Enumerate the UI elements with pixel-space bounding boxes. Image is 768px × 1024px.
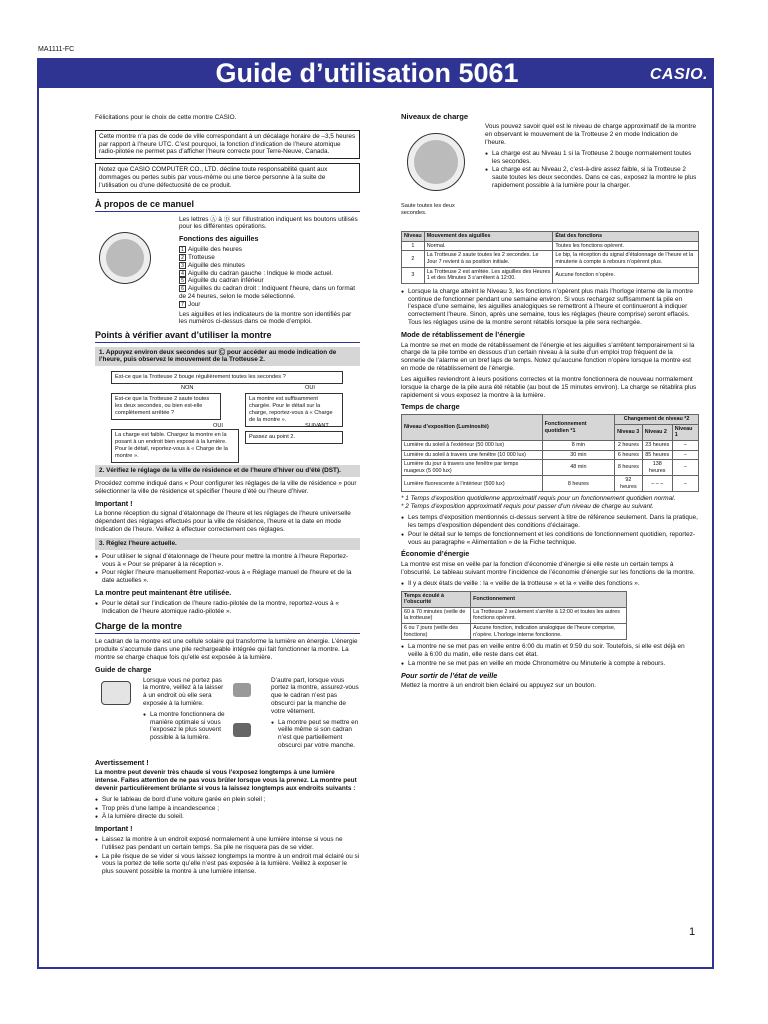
sun-icon <box>101 681 131 705</box>
flowchart <box>95 369 360 461</box>
table-header-cell: Mouvement des aiguilles <box>424 232 553 242</box>
levels-title: Niveaux de charge <box>401 112 469 121</box>
hands-title: Fonctions des aiguilles <box>179 234 259 244</box>
table-row <box>402 440 699 450</box>
right-column <box>401 92 699 693</box>
table-cell: Lumière du soleil à travers une fenêtre (10 000 lux) <box>402 450 543 460</box>
eco-title: Économie d’énergie <box>401 549 470 559</box>
page-title: Guide d’utilisation 5061 <box>215 58 519 88</box>
table-header-cell: Niveau 3 <box>615 424 643 440</box>
guide-b-note: ● La montre peut se mettre en veille même si son cadran n’est que partiellement obscurci par votre manche. <box>271 719 361 750</box>
hands-list: 1 Aiguille des heures 2 Trotteuse 3 Aiguille des minutes 4 Aiguille du cadran gauche : Indique le mode actuel. 5 Aiguille du cadran inférieur 6 Aiguilles du cadran droit : Indiquent l’heure, dans un format de 24 heures, selon le mode sélectionné. 7 Jour <box>179 246 355 308</box>
left-column <box>95 92 360 877</box>
flow-q3: La montre est suffisamment chargée. Pour le détail sur la charge, reportez-vous à « Charge de la montre ». <box>245 393 343 426</box>
disclaimer-box: Notez que CASIO COMPUTER CO., LTD. décline toute responsabilité quant aux dommages ou pertes subis par vous-même ou une tierce personne à la suite de l’utilisation ou d’une défectuosité de ce produit. <box>95 163 360 192</box>
table-row <box>402 623 627 639</box>
charge-text: Le cadran de la montre est une cellule solaire qui transforme la lumière en énergie. L’énergie produite s’accumule dans une pile rechargeable intégrée qui fait fonctionner la montre. La montre se charge chaque fois qu’elle est exposée à la lumière. <box>95 638 358 661</box>
recovery-text: La montre se met en mode de rétablissement de l’énergie et les aiguilles s’arrêtent temporairement si la charge de la pile tombe en dessous d’un certain niveau à la suite d’un emploi trop fréquent de la sonnerie de l’alarme en un bref laps de temps. Notez qu’aucune fonction n’opère lorsque la montre est en mode de rétablissement de l’énergie. <box>401 341 695 373</box>
time-notes: ● Les temps d’exposition mentionnés ci-dessus servent à titre de référence seulement. Dans la pratique, les temps d’exposition dépendent des conditions d’éclairage. ● Pour le détail sur le temps de fonctionnement et les conditions de fonctionnement quotidien, reportez-vous au paragraphe « Alimentation » de la Fiche technique. <box>401 514 699 546</box>
levels-watch-illustration <box>407 133 465 191</box>
table-cell: 1 <box>402 241 425 251</box>
table-header-cell: Niveau d’exposition (Luminosité) <box>402 415 543 441</box>
flow-q1: Est-ce que la Trotteuse 2 bouge régulièrement toutes les secondes ? <box>111 371 343 384</box>
table-cell: – <box>672 460 698 476</box>
eco-notes: ● La montre ne se met pas en veille entre 6:00 du matin et 9:59 du soir. Toutefois, si elle est déjà en veille à 6:00 du matin, elle reste dans cet état. ● La montre ne se met pas en veille en mode Chronomètre ou Minuterie à compte à rebours. <box>401 643 699 667</box>
important2-list: ● Laissez la montre à un endroit exposé normalement à une lumière intense si vous ne l’utilisez pas pendant un certain temps. Sa pile ne risquera pas de se vider. ● La pile risque de se vider si vous laissez longtemps la montre à un endroit mal éclairé ou si vous la portez de telle sorte qu’elle n’est pas exposée à la lumière. Veillez à exposer le plus souvent possible la montre à une lumière intense. <box>95 836 360 876</box>
recovery-title: Mode de rétablissement de l’énergie <box>401 329 525 339</box>
table-row <box>402 460 699 476</box>
table-cell: 85 heures <box>642 450 672 460</box>
flow-yes2: OUI <box>213 423 223 430</box>
table-header-cell: Fonctionnement quotidien *1 <box>542 415 614 441</box>
table-row <box>402 450 699 460</box>
table-cell: Lumière fluorescente à l’intérieur (500 lux) <box>402 476 543 492</box>
guide-b-text: D’autre part, lorsque vous portez la montre, assurez-vous que le cadran n’est pas obscurci par la manche de votre vêtement. <box>271 676 359 715</box>
brand-logo: CASIO. <box>649 66 708 83</box>
eco-list: ● Il y a deux états de veille : la « veille de la trotteuse » et la « veille des fonctions ». <box>401 580 699 588</box>
table-cell: Toutes les fonctions opèrent. <box>553 241 699 251</box>
about-text: Les lettres Ⓐ à Ⓓ sur l’illustration indiquent les boutons utilisés pour les différentes opérations. <box>179 215 358 231</box>
table-header-cell: Niveau 2 <box>642 424 672 440</box>
table-header-cell: Fonctionnement <box>471 591 627 607</box>
about-block <box>95 216 360 324</box>
table-cell: – – – <box>642 476 672 492</box>
table-row <box>402 607 627 623</box>
table-header-cell: Changement de niveau *2 <box>615 415 699 425</box>
important2-title: Important ! <box>95 824 133 834</box>
table-cell: La Trotteuse 2 seulement s’arrête à 12:00 et toutes les autres fonctions opèrent. <box>471 607 627 623</box>
levels-table <box>401 231 699 284</box>
table-cell: Lumière du soleil à l’extérieur (50 000 lux) <box>402 440 543 450</box>
eco-text: La montre est mise en veille par la fonction d’économie d’énergie si elle reste un certain temps à l’obscurité. Le tableau suivant montre l’incidence de l’économie d’énergie sur les fonctions de la montre. <box>401 561 695 576</box>
exit-title: Pour sortir de l’état de veille <box>401 670 498 680</box>
page-number: 1 <box>689 926 696 938</box>
guide-a-note: ● La montre fonctionnera de manière optimale si vous l’exposez le plus souvent possible à la lumière. <box>143 711 225 742</box>
flow-yes: OUI <box>305 385 315 392</box>
flow-q5: Passez au point 2. <box>245 431 343 444</box>
table-cell: 48 min <box>542 460 614 476</box>
flow-no: NON <box>181 385 194 392</box>
flow-q2: Est-ce que la Trotteuse 2 saute toutes les deux secondes, ou bien est-elle complètement arrêtée ? <box>111 393 221 419</box>
title-banner <box>37 58 714 88</box>
levels-note: ● Lorsque la charge atteint le Niveau 3, les fonctions n’opèrent plus mais l’horloge interne de la montre continue de fonctionner pendant une semaine environ. Si vous rechargez suffisamment la pile en l’espace d’une semaine, les aiguilles analogiques se remettront à l’heure et continueront à indiquer correctement l’heure. Sinon, après une semaine, tous les réglages (heure comprise) seront effacés. Tous les réglages usine de la montre seront rétablis lorsque la pile sera rechargée. <box>401 288 699 327</box>
step-3: 3. Réglez l’heure actuelle. <box>95 538 360 550</box>
hands-note: Les aiguilles et les indicateurs de la montre son identifiés par les numéros ci-dessus dans ce mode d’emploi. <box>179 310 352 326</box>
warning-text: La montre peut devenir très chaude si vous l’exposez longtemps à une lumière intense. Faites attention de ne pas vous brûler lorsque vous la prenez. La montre peut devenir particulièrement brûlante si vous la laissez longtemps aux endroits suivants : <box>95 769 357 792</box>
table-row <box>402 415 699 425</box>
table-cell: 2 heures <box>615 440 643 450</box>
exit-text: Mettez la montre à un endroit bien éclairé ou appuyez sur un bouton. <box>401 682 597 690</box>
table-row <box>402 591 627 607</box>
intro-text: Félicitations pour le choix de cette montre CASIO. <box>95 114 237 121</box>
table-cell: – <box>672 476 698 492</box>
footnote-2: * 2 Temps d’exposition approximatif requis pour passer d’un niveau de charge au suivant. <box>401 503 654 511</box>
table-cell: – <box>672 450 698 460</box>
section-about: À propos de ce manuel <box>95 199 360 212</box>
charge-time-table <box>401 414 699 492</box>
guide-a-text: Lorsque vous ne portez pas la montre, veillez à la laisser à un endroit où elle sera exposée à la lumière. <box>143 676 224 707</box>
table-row <box>402 267 699 283</box>
table-cell: 3 <box>402 267 425 283</box>
guide-title: Guide de charge <box>95 664 152 674</box>
table-cell: Le bip, la réception du signal d’étalonnage de l’heure et la minuterie à compte à rebours n’opèrent plus. <box>553 251 699 267</box>
table-cell: 6 ou 7 jours (veille des fonctions) <box>402 623 471 639</box>
model-code: MA1111-FC <box>38 46 75 53</box>
table-cell: 6 heures <box>615 450 643 460</box>
table-cell: 60 à 70 minutes (veille de la trotteuse) <box>402 607 471 623</box>
table-cell: 30 min <box>542 450 614 460</box>
watch-illustration <box>99 232 151 284</box>
charge-guide <box>95 677 360 755</box>
levels-caption: Saute toutes les deux secondes. <box>401 203 455 217</box>
footnote-1: * 1 Temps d’exposition quotidienne approximatif requis pour un fonctionnement quotidien normal. <box>401 495 676 503</box>
table-row <box>402 241 699 251</box>
step-2-text: Procédez comme indiqué dans « Pour configurer les réglages de la ville de résidence » pour sélectionner la ville de résidence et spécifier l’heure d’été ou l’heure d’hiver. <box>95 480 357 495</box>
wrist-ok-icon <box>233 683 251 697</box>
warning-list: ● Sur le tableau de bord d’une voiture garée en plein soleil ; ● Trop près d’une lampe à incandescence ; ● À la lumière directe du soleil. <box>95 796 360 821</box>
wrist-covered-icon <box>233 723 251 737</box>
table-cell: 2 <box>402 251 425 267</box>
important-title: Important ! <box>95 498 133 508</box>
table-cell: Lumière du jour à travers une fenêtre par temps nuageux (5 000 lux) <box>402 460 543 476</box>
table-row <box>402 251 699 267</box>
table-row <box>402 476 699 492</box>
table-cell: – <box>672 440 698 450</box>
table-cell: 8 min <box>542 440 614 450</box>
step-3-list: ● Pour utiliser le signal d’étalonnage de l’heure pour mettre la montre à l’heure Reportez-vous à « Pour se préparer à la réception ». ● Pour régler l’heure manuellement Reportez-vous à « Réglage manuel de l’heure et de la date actuelles ». <box>95 553 360 585</box>
step-2: 2. Vérifiez le réglage de la ville de résidence et de l’heure d’hiver ou d’été (DST). <box>95 465 360 477</box>
levels-block: Saute toutes les deux secondes. Vous pouvez savoir quel est le niveau de charge approximatif de la montre en observant le mouvement de la Trotteuse 2 en mode Indication de l’heure. ● La charge est au Niveau 1 si la Trotteuse 2 bouge normalement toutes les secondes. ● La charge est au Niveau 2, c’est-à-dire assez faible, si la Trotteuse 2 saute toutes les deux secondes. Dans ce cas, exposez la montre le plus rapidement possible à la lumière pour la charger. <box>401 123 699 223</box>
ready-list: ● Pour le détail sur l’indication de l’heure radio-pilotée de la montre, reportez-vous à « Indication de l’heure atomique radio-pilotée ». <box>95 600 360 616</box>
table-cell: Normal. <box>424 241 553 251</box>
warning-title: Avertissement ! <box>95 757 149 767</box>
section-check: Points à vérifier avant d’utiliser la montre <box>95 330 360 343</box>
flow-q4: La charge est faible. Chargez la montre en la posant à un endroit bien exposé à la lumière. Pour le détail, reportez-vous à « Charge de la montre ». <box>111 429 239 462</box>
table-cell: 8 heures <box>615 460 643 476</box>
notice-box: Cette montre n’a pas de code de ville correspondant à un décalage horaire de –3,5 heures par rapport à l’heure UTC. C’est pourquoi, la fonction d’indication de l’heure atomique radio-pilotée ne permet pas d’afficher l’heure correcte pour Terre-Neuve, Canada. <box>95 130 360 159</box>
table-cell: 8 heures <box>542 476 614 492</box>
ready-title: La montre peut maintenant être utilisée. <box>95 587 232 597</box>
table-header-cell: Temps écoulé à l’obscurité <box>402 591 471 607</box>
table-row <box>402 232 699 242</box>
time-title: Temps de charge <box>401 402 460 412</box>
section-charge: Charge de la montre <box>95 621 360 634</box>
table-header-cell: Niveau <box>402 232 425 242</box>
table-cell: Aucune fonction n’opère. <box>553 267 699 283</box>
levels-text: Vous pouvez savoir quel est le niveau de charge approximatif de la montre en observant le mouvement de la Trotteuse 2 en mode Indication de l’heure. <box>485 123 697 146</box>
table-cell: 138 heures <box>642 460 672 476</box>
table-cell: La Trotteuse 2 saute toutes les 2 secondes. Le Jour 7 revient à sa position initiale. <box>424 251 553 267</box>
table-cell: Aucune fonction, indication analogique de l’heure comprise, n’opère. L’horloge interne fonctionne. <box>471 623 627 639</box>
table-header-cell: Niveau 1 <box>672 424 698 440</box>
important-text: La bonne réception du signal d’étalonnage de l’heure et les réglages de l’heure universelle dépendent des réglages effectués pour la ville de résidence, l’heure et la date en mode Indication de l’heure. Veillez à effectuer correctement ces réglages. <box>95 510 351 534</box>
table-header-cell: État des fonctions <box>553 232 699 242</box>
step-1: 1. Appuyez environ deux secondes sur Ⓒ pour accéder au mode indication de l’heure, puis observez le mouvement de la Trotteuse 2. <box>95 347 360 367</box>
recovery-text-2: Les aiguilles reviendront à leurs positions correctes et la montre fonctionnera de nouveau normalement lorsque la charge de la pile aura été rétablie (au bout de 15 minutes environ). La charge se rétablira plus rapidement si vous exposez la montre à la lumière. <box>401 375 697 399</box>
flow-next: SUIVANT <box>305 423 329 430</box>
table-cell: La Trotteuse 2 est arrêtée. Les aiguilles des Heures 1 et des Minutes 3 s’arrêtent à 12:00. <box>424 267 553 283</box>
table-cell: 92 heures <box>615 476 643 492</box>
table-cell: 23 heures <box>642 440 672 450</box>
eco-table <box>401 591 627 641</box>
